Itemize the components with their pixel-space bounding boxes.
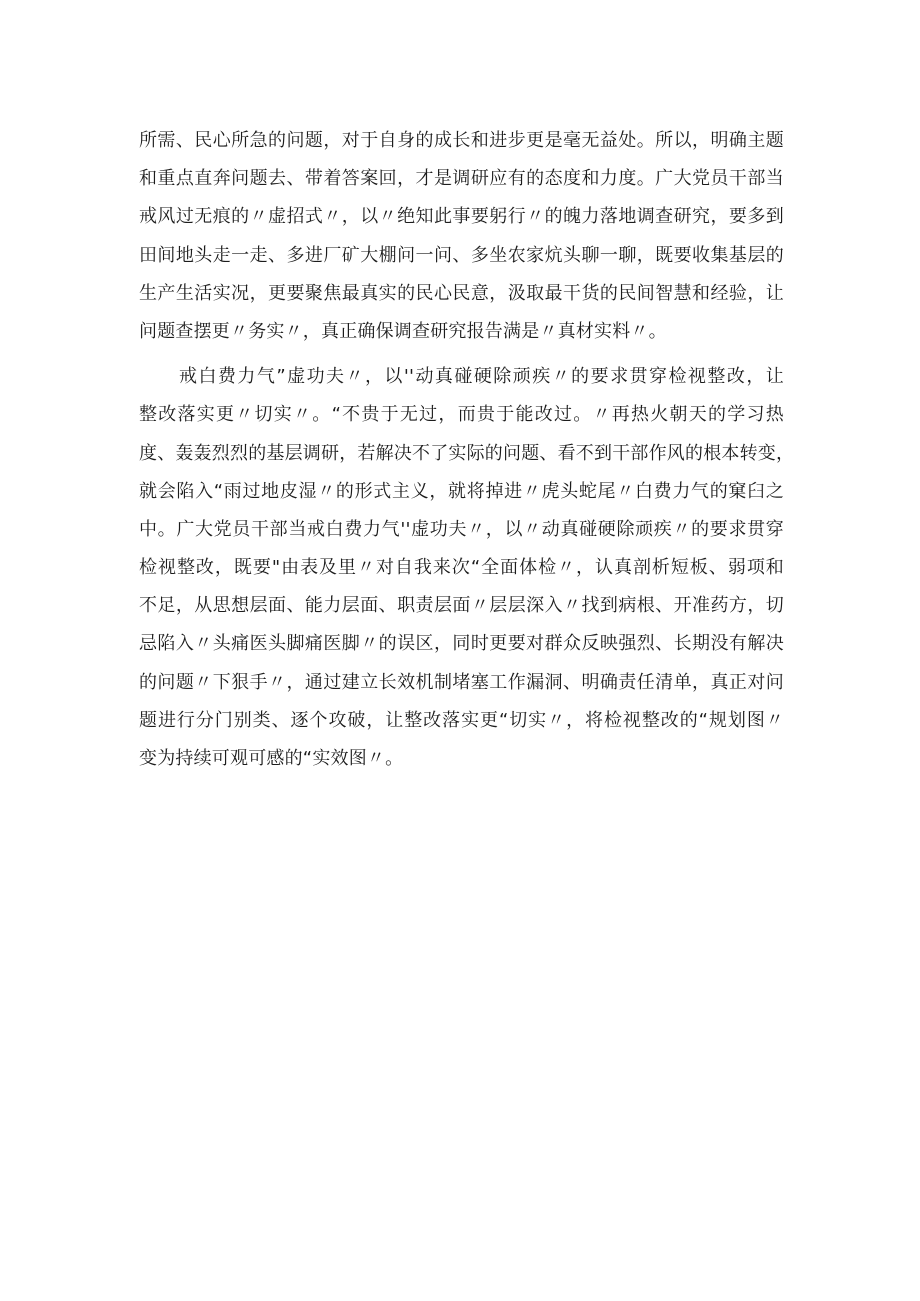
text-line: 度、轰轰烈烈的基层调研，若解决不了实际的问题、看不到干部作风的根本转变， xyxy=(139,442,795,464)
text-line: 的问题〃下狠手〃，通过建立长效机制堵塞工作漏洞、明确责任清单，真正对问 xyxy=(139,671,784,693)
text-line: 变为持续可观可感的“实效图〃。 xyxy=(139,748,404,769)
paragraph-spacer xyxy=(139,351,784,358)
paragraph-2 xyxy=(139,358,795,778)
text-line: 田间地头走一走、多进厂矿大棚问一问、多坐农家炕头聊一聊，既要收集基层的 xyxy=(139,244,784,266)
document-body xyxy=(139,122,795,778)
text-line: 就会陷入“雨过地皮湿〃的形式主义，就将掉进〃虎头蛇尾〃白费力气的窠臼之 xyxy=(139,480,784,502)
text-line: 整改落实更〃切实〃。“不贵于无过，而贵于能改过。〃再热火朝天的学习热 xyxy=(139,404,784,426)
text-line: 所需、民心所急的问题，对于自身的成长和进步更是毫无益处。所以，明确主题 xyxy=(139,130,784,151)
text-line: 不足，从思想层面、能力层面、职责层面〃层层深入〃找到病根、开准药方，切 xyxy=(139,595,784,617)
text-line: 中。广大党员干部当戒白费力气''虚功夫〃，以〃动真碰硬除顽疾〃的要求贯穿 xyxy=(139,518,784,540)
text-line: 戒白费力气”虚功夫〃，以''动真碰硬除顽疾〃的要求贯穿检视整改，让 xyxy=(179,366,784,388)
text-line: 问题查摆更〃务实〃，真正确保调查研究报告满是〃真材实料〃。 xyxy=(139,320,667,342)
text-line: 题进行分门别类、逐个攻破，让整改落实更“切实〃，将检视整改的“规划图〃 xyxy=(139,709,784,731)
text-line: 戒风过无痕的〃虚招式〃，以〃绝知此事要躬行〃的魄力落地调查研究，要多到 xyxy=(139,206,784,228)
paragraph-1 xyxy=(139,122,784,351)
text-line: 忌陷入〃头痛医头脚痛医脚〃的误区，同时更要对群众反映强烈、长期没有解决 xyxy=(139,633,784,655)
text-line: 检视整改，既要"由表及里〃对自我来次“全面体检〃，认真剖析短板、弱项和 xyxy=(139,557,784,579)
text-line: 生产生活实况，更要聚焦最真实的民心民意，汲取最干货的民间智慧和经验，让 xyxy=(139,282,784,304)
text-line: 和重点直奔问题去、带着答案回，才是调研应有的态度和力度。广大党员干部当 xyxy=(139,168,784,190)
